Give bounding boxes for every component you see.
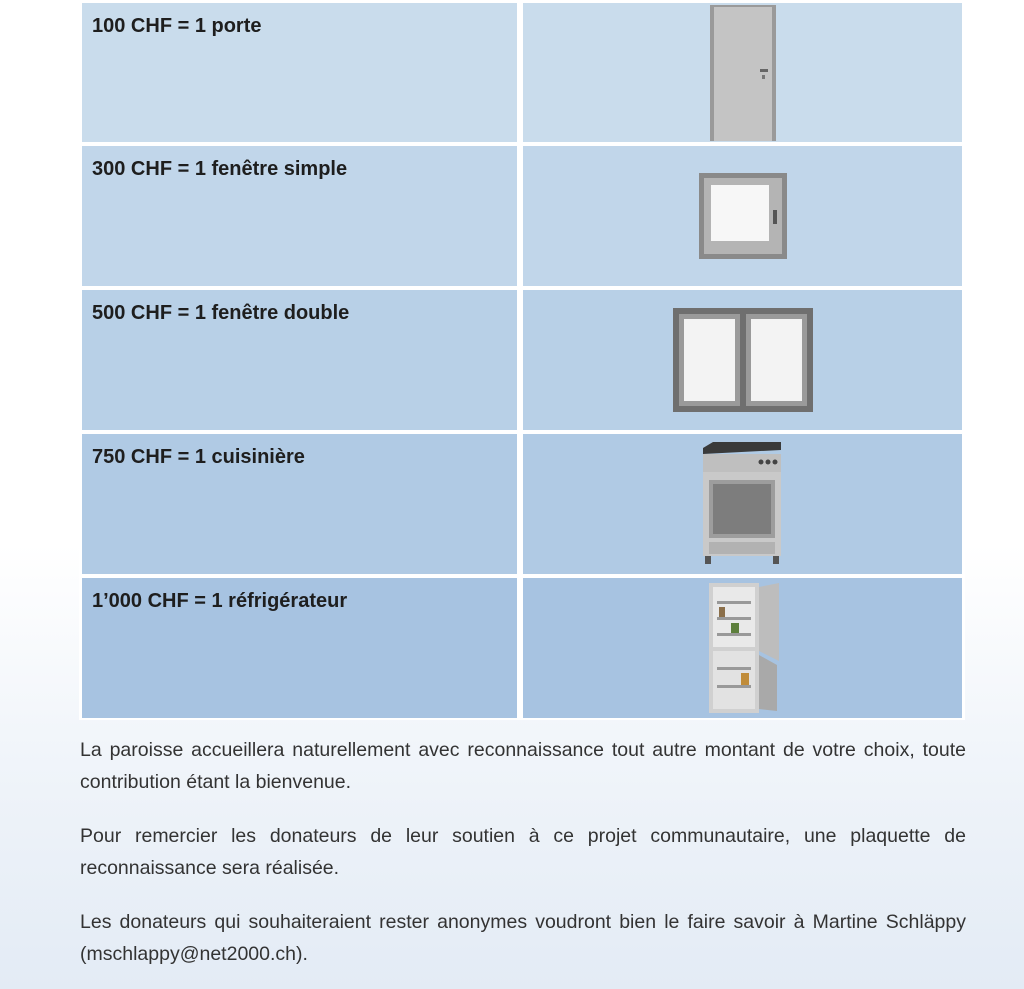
item-image-cell <box>520 576 965 720</box>
item-image-cell <box>520 0 965 144</box>
item-image-cell <box>520 432 965 576</box>
paragraph <box>80 820 966 884</box>
item-label: 100 CHF = 1 porte <box>79 0 520 144</box>
refrigerator-icon <box>705 581 781 715</box>
paragraph <box>80 734 966 798</box>
item-label: 750 CHF = 1 cuisinière <box>79 432 520 576</box>
item-label: 1’000 CHF = 1 réfrigérateur <box>79 576 520 720</box>
item-image-cell <box>520 144 965 288</box>
table-row <box>79 576 965 720</box>
door-icon <box>708 3 778 143</box>
table-row <box>79 432 965 576</box>
table-row <box>79 288 965 432</box>
table-row <box>79 144 965 288</box>
paragraph-text: La paroisse accueillera naturellement avec reconnaissance tout autre montant de votre choix, toute contribution étant la bienvenue. <box>80 739 966 793</box>
item-label: 300 CHF = 1 fenêtre simple <box>79 144 520 288</box>
donation-table <box>79 0 965 720</box>
double-window-icon <box>672 307 814 413</box>
stove-icon <box>701 440 785 568</box>
item-label: 500 CHF = 1 fenêtre double <box>79 288 520 432</box>
paragraph-text: Pour remercier les donateurs de leur soutien à ce projet communautaire, une plaquette de reconnaissance sera réalisée. <box>80 825 966 879</box>
single-window-icon <box>698 172 788 260</box>
paragraph-text: Les donateurs qui souhaiteraient rester anonymes voudront bien le faire savoir à Martine Schläppy (mschlappy@net2000.ch). <box>80 911 966 965</box>
table-row <box>79 0 965 144</box>
paragraph <box>80 906 966 970</box>
item-image-cell <box>520 288 965 432</box>
